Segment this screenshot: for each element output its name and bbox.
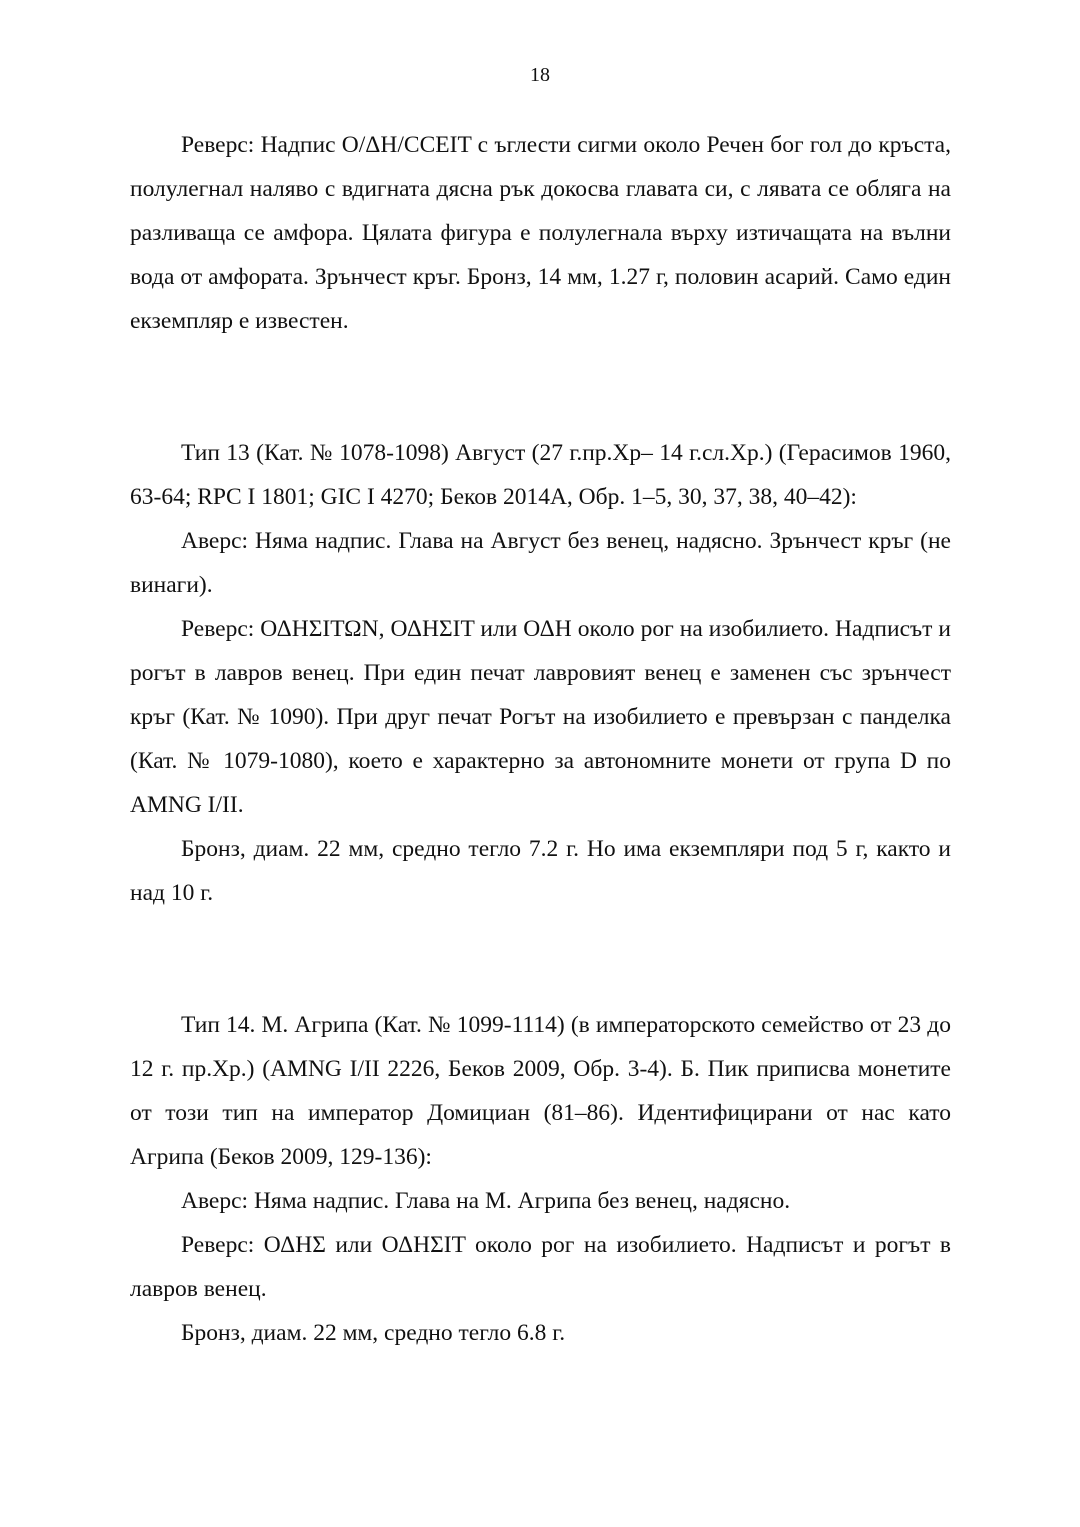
- bronze-details-type-13: Бронз, диам. 22 мм, средно тегло 7.2 г. Но има екземпляри под 5 г, както и над 10 г.: [130, 836, 951, 906]
- page-number: 18: [530, 64, 550, 86]
- section-gap: [130, 915, 951, 959]
- reverse-description-type-14: Реверс: ΟΔΗΣ или ΟΔΗΣΙΤ около рог на изобилието. Надписът и рогът в лавров венец.: [130, 1232, 951, 1302]
- reverse-description-type-12: Реверс: Надпис О/ΔH/CCEIT с ъглести сигми около Речен бог гол до кръста, полулегнал наляво с вдигната дясна рък докосва главата си, с лявата се обляга на разливаща се амфора. Цялата фигура е полулегнала върху изтичащата на вълни вода от амфората. Зрънчест кръг. Бронз, 14 мм, 1.27 г, половин асарий. Само един екземпляр е известен.: [130, 132, 951, 334]
- section-gap: [130, 387, 951, 431]
- reverse-description-type-13: Реверс: ΟΔΗΣΙΤΩΝ, ΟΔΗΣΙΤ или ΟΔΗ около рог на изобилието. Надписът и рогът в лавров венец. При един печат лавровият венец е заменен със зрънчест кръг (Кат. № 1090). При друг печат Рогът на изобилието е превързан с панделка (Кат. № 1079-1080), което е характерно за автономните монети от група D по AMNG I/II.: [130, 616, 951, 818]
- type-14-heading: Тип 14. М. Агрипа (Кат. № 1099-1114) (в императорското семейство от 23 до 12 г. пр.Хр.) (AMNG I/II 2226, Беков 2009, Обр. 3-4). Б. Пик приписва монетите от този тип на император Домициан (81–86). Идентифицирани от нас като Агрипа (Беков 2009, 129-136):: [130, 1012, 951, 1170]
- section-gap: [130, 959, 951, 1003]
- obverse-description-type-13: Аверс: Няма надпис. Глава на Август без венец, надясно. Зрънчест кръг (не винаги).: [130, 528, 951, 598]
- section-gap: [130, 343, 951, 387]
- obverse-description-type-14: Аверс: Няма надпис. Глава на М. Агрипа без венец, надясно.: [181, 1188, 791, 1214]
- document-body: [130, 123, 951, 1355]
- type-13-heading: Тип 13 (Кат. № 1078-1098) Август (27 г.пр.Хр– 14 г.сл.Хр.) (Герасимов 1960, 63-64; RPC I 1801; GIC I 4270; Беков 2014А, Обр. 1–5, 30, 37, 38, 40–42):: [130, 440, 951, 510]
- bronze-details-type-14: Бронз, диам. 22 мм, средно тегло 6.8 г.: [181, 1320, 566, 1346]
